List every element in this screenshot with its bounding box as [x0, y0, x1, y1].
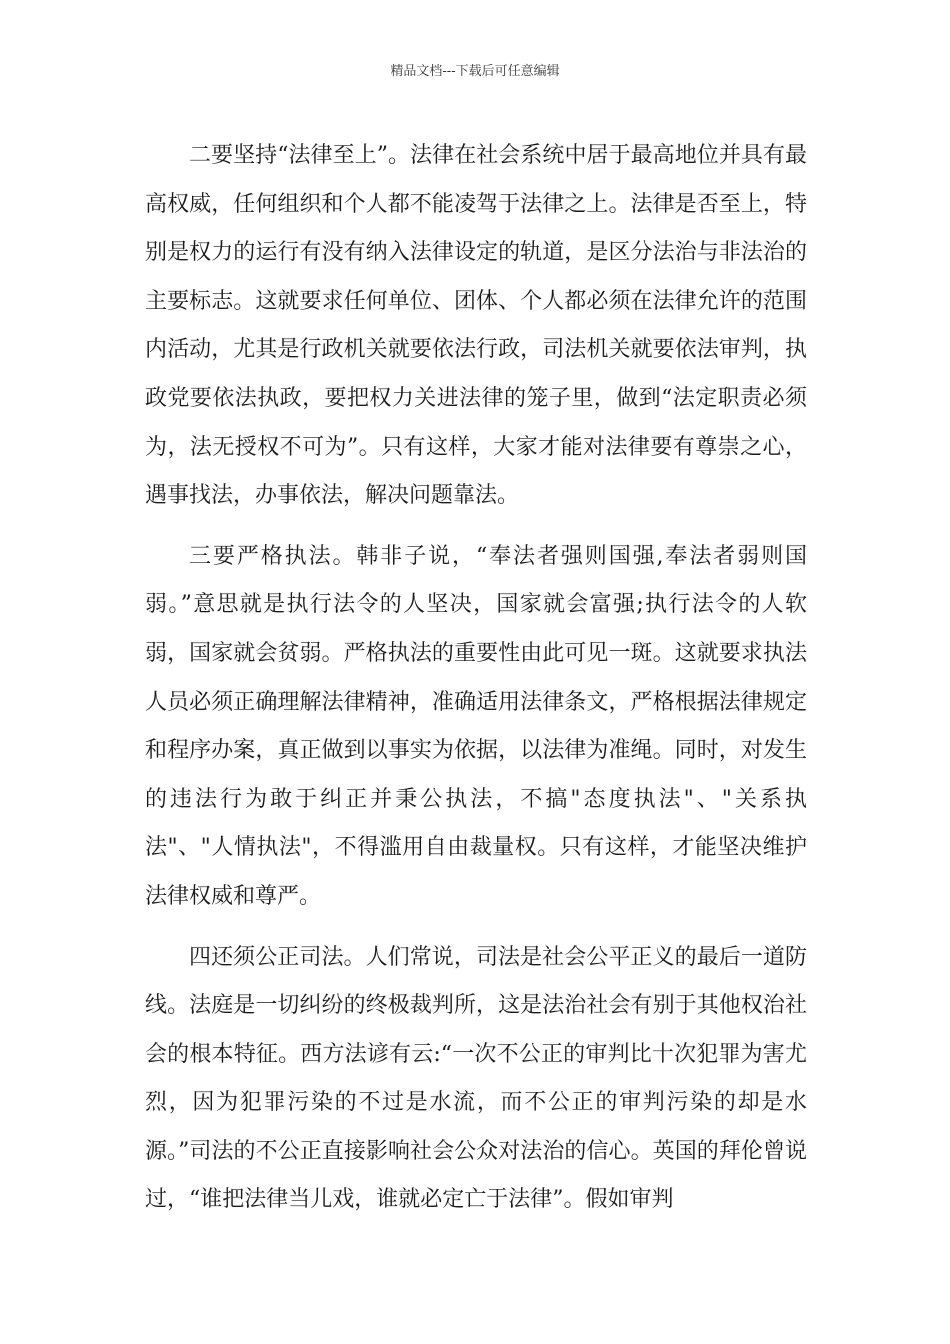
paragraph-impartial-justice: 四还须公正司法。人们常说，司法是社会公平正义的最后一道防线。法庭是一切纠纷的终极裁判所，这是法治社会有别于其他权治社会的根本特征。西方法谚有云:“一次不公正的审判比十次犯罪为害尤烈，因为犯罪污染的不过是水流，而不公正的审判污染的却是水源。”司法的不公正直接影响社会公众对法治的信心。英国的拜伦曾说过，“谁把法律当儿戏，谁就必定亡于法律”。假如审判: [145, 944, 807, 1213]
paragraph-rule-of-law-supremacy: 二要坚持“法律至上”。法律在社会系统中居于最高地位并具有最高权威，任何组织和个人都不能凌驾于法律之上。法律是否至上，特别是权力的运行有没有纳入法律设定的轨道，是区分法治与非法治的主要标志。这就要求任何单位、团体、个人都必须在法律允许的范围内活动，尤其是行政机关就要依法行政，司法机关就要依法审判，执政党要依法执政，要把权力关进法律的笼子里，做到“法定职责必须为，法无授权不可为”。只有这样，大家才能对法律要有尊崇之心，遇事找法，办事依法，解决问题靠法。: [145, 143, 807, 509]
document-body: [145, 132, 807, 1225]
paragraph-strict-law-enforcement: 三要严格执法。韩非子说，“奉法者强则国强,奉法者弱则国弱。”意思就是执行法令的人坚决，国家就会富强;执行法令的人软弱，国家就会贫弱。严格执法的重要性由此可见一斑。这就要求执法人员必须正确理解法律精神，准确适用法律条文，严格根据法律规定和程序办案，真正做到以事实为依据，以法律为准绳。同时，对发生的违法行为敢于纠正并秉公执法，不搞"态度执法"、"关系执法"、"人情执法"，不得滥用自由裁量权。只有这样，才能坚决维护法律权威和尊严。: [145, 543, 807, 909]
page-header: 精品文档---下载后可任意编辑: [390, 64, 560, 79]
